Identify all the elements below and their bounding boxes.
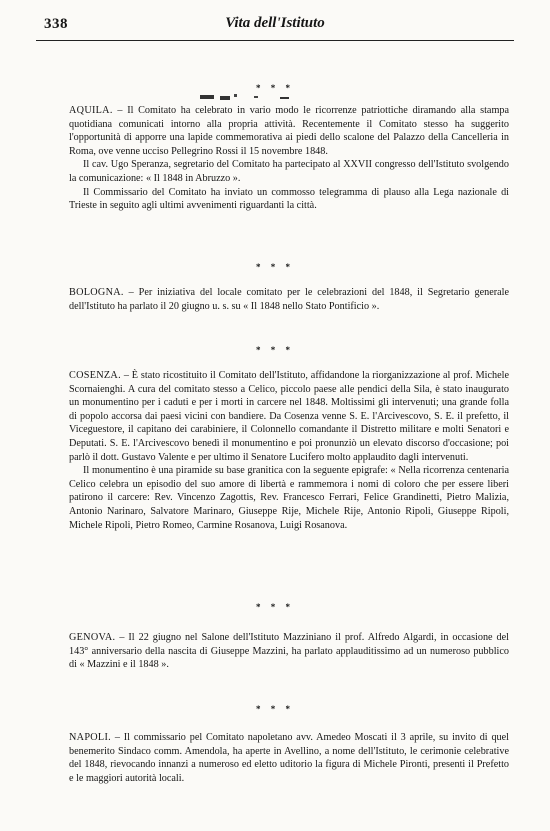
section-heading: COSENZA. [69,370,121,381]
section-genova [69,631,509,672]
section-heading: GENOVA. [69,632,116,643]
section-paragraph: NAPOLI. – Il commissario pel Comitato napoletano avv. Amedeo Moscati il 3 aprile, su invito di quel benemerito Sindaco comm. Amendola, ha aperte in Avellino, a nome dell'Istituto, le cerimonie celebrative del 1848, rievocando innanzi a numeroso ed eletto uditorio la figura di Michele Pironti, presenti il Prefetto e le maggiori autorità locali. [69,732,509,784]
section-heading: BOLOGNA. [69,287,124,298]
section-paragraph: BOLOGNA. – Per iniziativa del locale comitato per le celebrazioni del 1848, il Segretario generale dell'Istituto ha parlato il 20 giugno u. s. su « Il 1848 nello Stato Pontificio ». [69,287,509,312]
ink-smudge [200,94,310,104]
page-number: 338 [44,16,68,32]
section-paragraph: COSENZA. – È stato ricostituito il Comitato dell'Istituto, affidandone la riorganizzazione al prof. Michele Scornaienghi. A cura del comitato stesso a Celico, piccolo paese alle pendici della Sila, è stato inaugurato un monumentino per i caduti e per i morti in carcere nel 1848. Moltissimi gli intervenuti; una grande folla di popolo accorsa dai paesi vicini con bandiere. Da Cosenza venne S. E. l'Arcivescovo, S. E. il prefetto, il Viceguestore, il capitano dei carabiniere, il Colonnello comandante il Distretto militare e molti Senatori e Deputati. S. E. l'Arcivescovo benedì il monumentino e poi pronunziò un elevato discorso d'occasione; poi parlò il dott. Gustavo Valente e per ultimo il Senatore Lucifero molto applaudito dagli intervenuti. [69,370,509,463]
section-paragraph: Il cav. Ugo Speranza, segretario del Comitato ha partecipato al XXVII congresso dell'Istituto svolgendo la comunicazione: « Il 1848 in Abruzzo ». [69,159,509,184]
section-paragraph: Il Commissario del Comitato ha inviato un commosso telegramma di plauso alla Lega nazionale di Trieste in seguito agli ultimi avvenimenti riguardanti la città. [69,186,509,212]
section-napoli [69,731,509,785]
section-paragraph: GENOVA. – Il 22 giugno nel Salone dell'Istituto Mazziniano il prof. Alfredo Algardi, in occasione del 143° anniversario della nascita di Giuseppe Mazzini, ha parlato applauditissimo ad un numeroso pubblico di « Mazzini e il 1848 ». [69,632,509,671]
section-aquila [69,104,509,213]
section-paragraph: AQUILA. – Il Comitato ha celebrato in vario modo le ricorrenze patriottiche diramando alla stampa quotidiana comunicati intorno alla propria attività. Recentemente il Comitato stesso ha suggerito l'opportunità di apporre una lapide commemorativa ai piedi dello scalone del Palazzo della Cancelleria in Roma, ove venne ucciso Pellegrino Rossi il 15 novembre 1848. [69,105,509,157]
section-cosenza [69,369,509,532]
section-separator: * * * [256,602,294,612]
section-heading: AQUILA. [69,105,113,116]
section-separator: * * * [256,262,294,272]
section-paragraph: Il monumentino è una piramide su base granitica con la seguente epigrafe: « Nella ricorrenza centenaria Celico celebra un episodio del suo amore di libertà e rammemora i nomi di coloro che per essere liberi patirono il carcere: Rev. Vincenzo Zagottis, Rev. Francesco Ferrari, Felice Grandinetti, Pietro Malizia, Antonio Narinaro, Salvatore Marinaro, Giuseppe Rije, Michele Rije, Antonio Ripoli, Giuseppe Ripoli, Michele Ripoli, Pietro Romeo, Carmine Rosanova, Luigi Rosanova. [69,465,509,531]
section-separator: * * * [256,83,294,93]
page-header [36,12,514,41]
section-bologna [69,286,509,313]
section-separator: * * * [256,345,294,355]
section-separator: * * * [256,704,294,714]
running-title: Vita dell'Istituto [225,15,325,31]
section-heading: NAPOLI. [69,732,111,743]
